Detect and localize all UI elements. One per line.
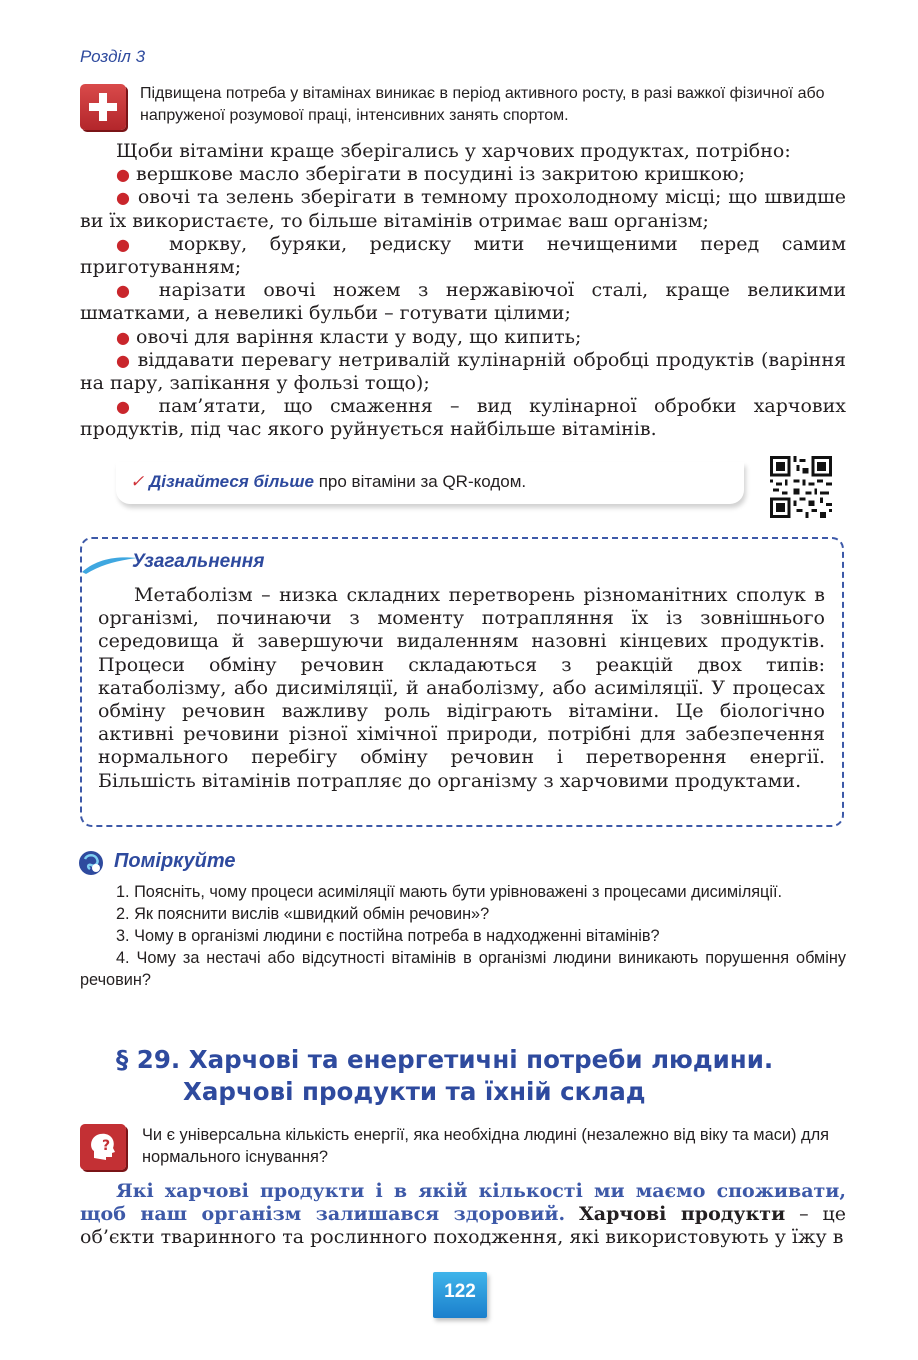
list-item: ● овочі для варіння класти у воду, що кипить; <box>116 325 582 348</box>
question-item: 4. Чому за нестачі або відсутності вітамінів в організмі людини виникають порушення обміну речовин? <box>80 949 846 989</box>
vitamin-note: Підвищена потреба у вітамінах виникає в період активного росту, в разі важкої фізичної або напруженої розумової праці, інтенсивних занять спортом. <box>140 85 825 124</box>
intro-lead: Які харчові продукти і в якій кількості ми маємо споживати, щоб наш організм залишався здоровий. <box>80 1180 846 1226</box>
bullet-icon: ● <box>116 350 131 370</box>
intro-text <box>80 1180 846 1250</box>
vitamins-list <box>80 140 846 442</box>
bullet-icon: ● <box>116 397 142 417</box>
summary-text: Метаболізм – низка складних перетворень різноманітних сполук в організмі, починаючи з моменту потрапляння їх із зовнішнього середовища й завершуючи видаленням назовні кінцевих продуктів. Процеси обміну речовин складаються з реакцій двох типів: катаболізму, або дисиміляції, й анаболізму, або асиміляції. У процесах обміну речовин важливу роль відіграють вітаміни. Це біологічно активні речовини різної хімічної природи, потрібні для забезпечення нормального перебігу обміну речовин і перетворення енергії. Більшість вітамінів потрапляє до організму з харчовими продуктами. <box>98 584 825 792</box>
list-item: ● овочі та зелень зберігати в темному прохолодному місці; що швидше ви їх використаєте, то більше вітамінів отримає ваш організм; <box>80 186 846 232</box>
paragraph-question: Чи є універсальна кількість енергії, яка необхідна людині (незалежно від віку та маси) для нормального існування? <box>142 1126 830 1166</box>
question-head-icon <box>80 1124 126 1170</box>
bullet-icon: ● <box>116 165 130 185</box>
qr-banner-rest: про вітаміни за QR-кодом. <box>314 472 527 491</box>
question-item: 3. Чому в організмі людини є постійна потреба в надходженні вітамінів? <box>116 927 660 945</box>
bullet-icon: ● <box>116 327 130 347</box>
wave-icon <box>80 552 140 576</box>
check-icon: ✓ <box>130 472 145 491</box>
qr-banner-lead: Дізнайтеся більше <box>148 472 314 491</box>
qr-code-icon[interactable] <box>770 456 832 518</box>
question-item: 1. Поясніть, чому процеси асиміляції мають бути урівноважені з процесами дисиміляції. <box>116 883 783 901</box>
heading-line-2: Харчові продукти та їхній склад <box>183 1077 646 1106</box>
list-item: ● пам’ятати, що смаження – вид кулінарної обробки харчових продуктів, під час якого руйнується найбільше вітамінів. <box>80 395 846 441</box>
questions-list <box>80 881 846 991</box>
list-item: ● вершкове масло зберігати в посудині із закритою кришкою; <box>116 163 745 186</box>
paragraph-heading <box>116 1044 773 1108</box>
question-item: 2. Як пояснити вислів «швидкий обмін речовин»? <box>116 905 490 923</box>
vitamins-intro: Щоби вітаміни краще зберігались у харчових продуктах, потрібно: <box>116 140 791 162</box>
bullet-icon: ● <box>116 234 147 254</box>
health-plus-icon <box>80 84 126 130</box>
think-title: Поміркуйте <box>114 850 236 872</box>
brain-icon <box>77 849 105 877</box>
heading-line-1: § 29. Харчові та енергетичні потреби людини. <box>116 1045 774 1074</box>
section-label: Розділ 3 <box>80 47 146 66</box>
list-item: ● нарізати овочі ножем з нержавіючої сталі, краще великими шматками, а невеликі бульби – готувати цілими; <box>80 279 846 325</box>
summary-title: Узагальнення <box>132 551 265 572</box>
svg-text:?: ? <box>102 1138 111 1154</box>
bullet-icon: ● <box>116 281 142 301</box>
intro-rest: – це об’єкти тваринного та рослинного походження, які використовують у їжу в <box>80 1203 846 1249</box>
list-item: ● моркву, буряки, редиску мити нечищеними перед самим приготуванням; <box>80 232 846 279</box>
qr-banner-text <box>130 472 526 492</box>
bullet-icon: ● <box>116 188 131 208</box>
intro-term: Харчові продукти <box>579 1203 786 1226</box>
page-number: 122 <box>444 1281 476 1302</box>
list-item: ● віддавати перевагу нетривалій кулінарній обробці продуктів (варіння на пару, запікання у фользі тощо); <box>80 348 846 395</box>
